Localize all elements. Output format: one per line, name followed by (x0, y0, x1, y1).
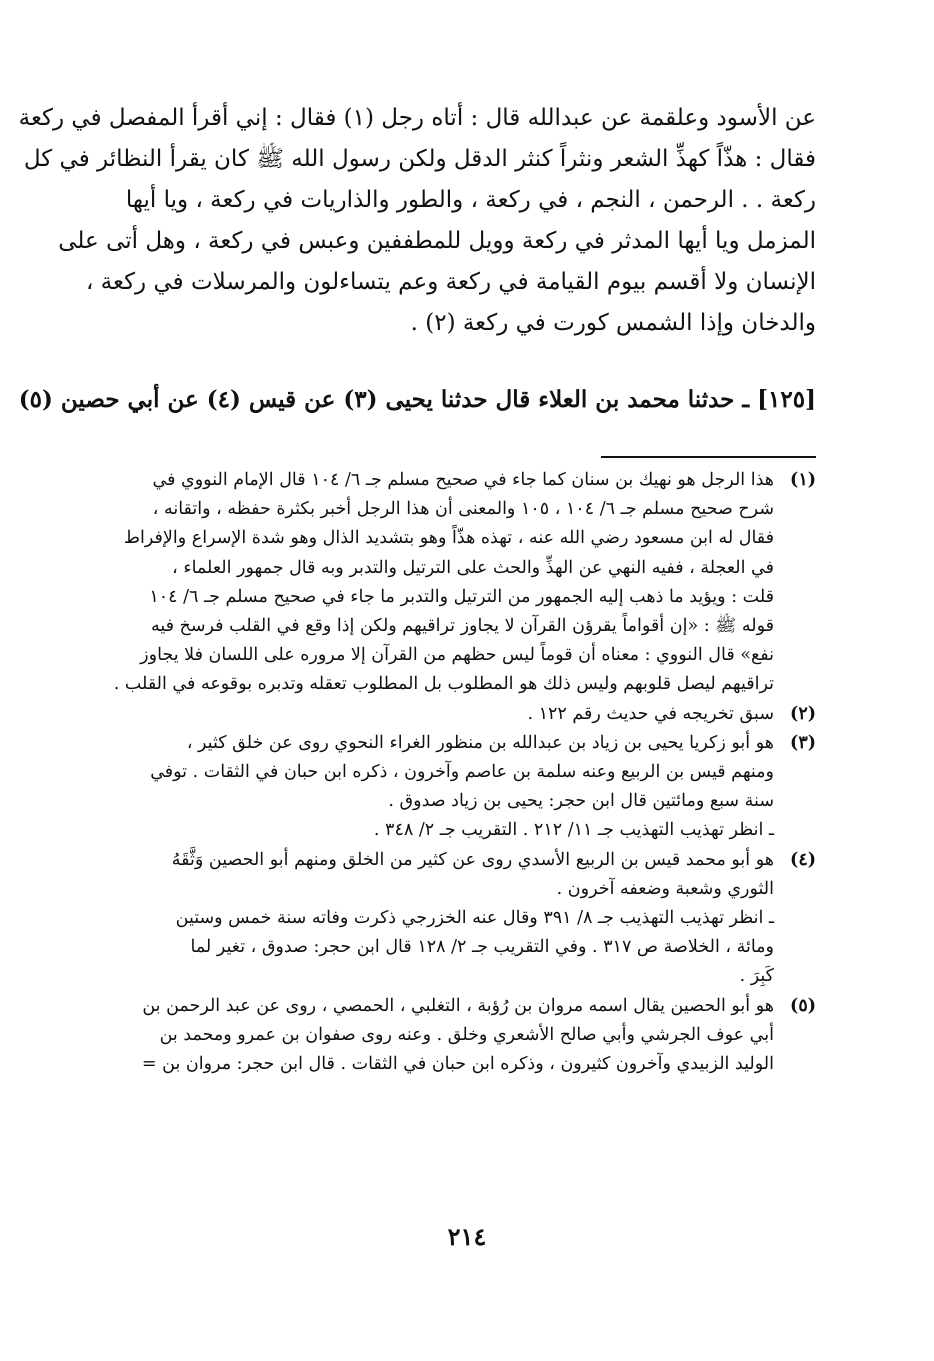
footnote-number: (٣) (790, 732, 816, 753)
footnote-line: ومائة ، الخلاصة ص ٣١٧ . وفي التقريب جـ ٢/ ١٢٨ قال ابن حجر: صدوق ، تغير لما (190, 937, 774, 958)
footnote-line: ـ انظر تهذيب التهذيب جـ ١١/ ٢١٢ . التقريب جـ ٢/ ٣٤٨ . (373, 820, 774, 841)
footnote-line: سنة سبع ومائتين قال ابن حجر: يحيى بن زياد صدوق . (388, 791, 774, 812)
footnote-line: شرح صحيح مسلم جـ ٦/ ١٠٤ ، ١٠٥ والمعنى أن هذا الرجل أخبر بكثرة حفظه ، واتقانه ، (152, 499, 774, 520)
footnote-1 (56, 466, 816, 700)
footnote-line: أبي عوف الجرشي وأبي صالح الأشعري وخلق . وعنه روى صفوان بن عمرو ومحمد بن (159, 1024, 774, 1045)
footnote-separator (601, 456, 816, 458)
footnote-number: (١) (790, 470, 816, 490)
footnote-4 (56, 846, 816, 992)
footnotes (56, 466, 816, 1079)
footnote-2 (56, 700, 816, 729)
footnote-3 (56, 729, 816, 846)
footnote-line: فقال له ابن مسعود رضي الله عنه ، تهذه هذّاً وهو بتشديد الذال وهو شدة الإسراع والإفراط (123, 528, 774, 549)
footnote-line: ومنهم قيس بن الربيع وعنه سلمة بن عاصم وآخرون ، ذكره ابن حبان في الثقات . توفي (150, 762, 774, 783)
footnote-line: هو أبو زكريا يحيى بن زياد بن عبدالله بن منظور الغراء النحوي روى عن خلق كثير ، (186, 732, 774, 753)
main-text-line: والدخان وإذا الشمس كورت في ركعة (٢) . (410, 310, 816, 336)
main-text-line: عن الأسود وعلقمة عن عبدالله قال : أتاه رجل (١) فقال : إني أقرأ المفصل في ركعة (18, 105, 816, 131)
footnote-number: (٢) (790, 703, 816, 724)
footnote-line: هو أبو محمد قيس بن الربيع الأسدي روى عن كثير من الخلق ومنهم أبو الحصين وَثَّقَهُ (171, 849, 774, 870)
footnote-5 (56, 992, 816, 1080)
footnote-number: (٤) (790, 849, 816, 870)
main-text-line: المزمل ويا أيها المدثر في ركعة وويل للمطففين وعبس في ركعة ، وهل أتى على (58, 228, 816, 254)
footnote-line: هو أبو الحصين يقال اسمه مروان بن رُؤبة ، التغلبي ، الحمصي ، روى عن عبد الرحمن بن (142, 995, 774, 1016)
footnote-line: كَبِرَ . (739, 966, 774, 987)
footnote-line: سبق تخريجه في حديث رقم ١٢٢ . (527, 703, 774, 724)
footnote-line: تراقيهم ليصل قلوبهم وليس ذلك هو المطلوب بل المطلوب تعقله وتدبره بوقوعه في القلب . (113, 674, 774, 695)
main-text (18, 98, 816, 344)
footnote-line: الثوري وشعبة وضعفه آخرون . (556, 878, 774, 899)
page-number: ٢١٤ (447, 1222, 487, 1251)
footnote-line: في العجلة ، ففيه النهي عن الهذِّ والحث على الترتيل والتدبر وبه قال جمهور العلماء ، (172, 557, 774, 578)
main-text-line: ركعة . . الرحمن ، النجم ، في ركعة ، والطور والذاريات في ركعة ، ويا أيها (125, 187, 816, 213)
hadith-heading: [١٢٥] ـ حدثنا محمد بن العلاء قال حدثنا يحيى (٣) عن قيس (٤) عن أبي حصين (٥) (18, 386, 816, 413)
main-text-line: الإنسان ولا أقسم بيوم القيامة في ركعة وعم يتساءلون والمرسلات في ركعة ، (85, 269, 816, 295)
footnote-line: قوله ﷺ : «إن أقواماً يقرؤن القرآن لا يجاوز تراقيهم ولكن إذا وقع في القلب فرسخ فيه (150, 616, 774, 637)
footnote-line: هذا الرجل هو نهيك بن سنان كما جاء في صحيح مسلم جـ ٦/ ١٠٤ قال الإمام النووي في (152, 470, 774, 490)
footnote-line: الوليد الزبيدي وآخرون كثيرون ، وذكره ابن حبان في الثقات . قال ابن حجر: مروان بن = (141, 1054, 774, 1075)
footnote-line: ـ انظر تهذيب التهذيب جـ ٨/ ٣٩١ وقال عنه الخزرجي ذكرت وفاته سنة خمس وستين (175, 908, 774, 929)
footnote-number: (٥) (790, 995, 816, 1016)
main-text-line: فقال : هذّاً كهذِّ الشعر ونثراً كنثر الدقل ولكن رسول الله ﷺ كان يقرأ النظائر في كل (23, 146, 816, 172)
footnote-line: قلت : ويؤيد ما ذهب إليه الجمهور من الترتيل والتدبر ما جاء في صحيح مسلم جـ ٦/ ١٠٤ (149, 586, 774, 607)
footnote-line: نفع» قال النووي : معناه أن قوماً ليس حظهم من القرآن إلا مروره على اللسان فلا يجاوز (140, 645, 774, 666)
